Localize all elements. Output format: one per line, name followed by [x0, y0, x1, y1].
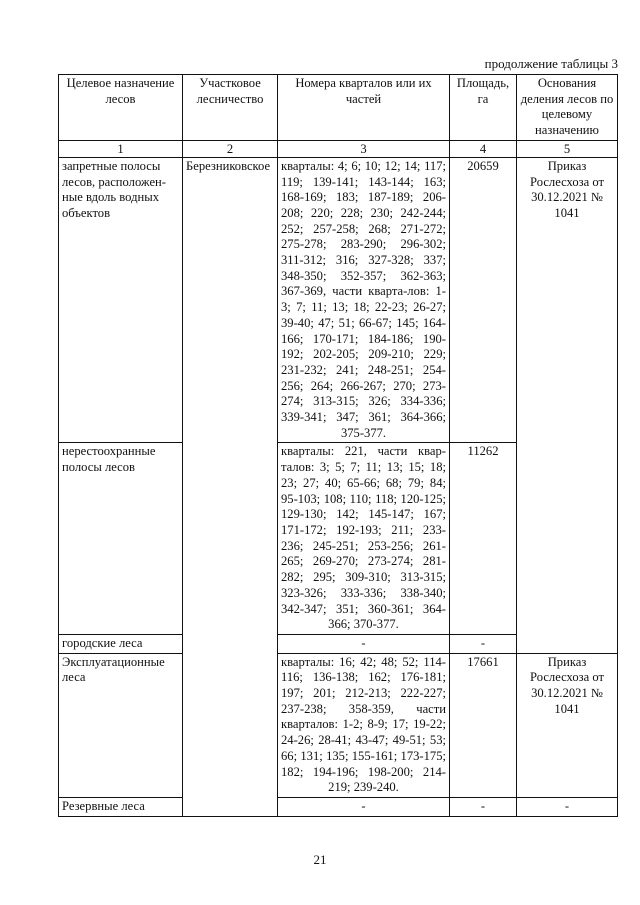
header-quarters: Номера кварталов или их частей — [278, 75, 450, 141]
table-continuation-caption: продолжение таблицы 3 — [484, 56, 618, 71]
row-area: 17661 — [450, 653, 517, 797]
header-basis: Основания деления лесов по целевому назначению — [517, 75, 618, 141]
column-number: 5 — [517, 140, 618, 157]
table-row — [59, 653, 618, 797]
row-basis: Приказ Рослесхоза от 30.12.2021 № 1041 — [517, 157, 618, 653]
column-number: 3 — [278, 140, 450, 157]
column-number: 1 — [59, 140, 183, 157]
row-basis: - — [517, 797, 618, 816]
table-row — [59, 797, 618, 816]
row-purpose: запретные полосы лесов, расположен-ные вдоль водных объектов — [59, 157, 183, 443]
row-purpose: нерестоохранные полосы лесов — [59, 443, 183, 634]
row-quarters: кварталы: 16; 42; 48; 52; 114-116; 136-138; 162; 176-181; 197; 201; 212-213; 222-227; 237-238; 358-359, части кварталов: 1-2; 8-9; 17; 19-22; 24-26; 28-41; 43-47; 49-51; 53; 66; 131; 135; 155-161; 173-175; 182; 194-196; 198-200; 214-219; 239-240. — [278, 653, 450, 797]
row-quarters: - — [278, 797, 450, 816]
row-quarters: кварталы: 4; 6; 10; 12; 14; 117; 119; 139-141; 143-144; 163; 168-169; 183; 187-189; 206-208; 220; 228; 230; 242-244; 252; 257-258; 268; 271-272; 275-278; 283-290; 296-302; 311-312; 316; 327-328; 337; 348-350; 352-357; 362-363; 367-369, части кварта-лов: 1-3; 7; 11; 13; 18; 22-23; 26-27; 39-40; 47; 51; 66-67; 145; 164-166; 170-171; 184-186; 190-192; 202-205; 209-210; 229; 231-232; 241; 248-251; 254-256; 264; 266-267; 270; 273-274; 313-315; 326; 334-336; 339-341; 347; 361; 364-366; 375-377. — [278, 157, 450, 443]
column-number-row — [59, 140, 618, 157]
column-number: 4 — [450, 140, 517, 157]
column-number: 2 — [183, 140, 278, 157]
header-purpose: Целевое назначение лесов — [59, 75, 183, 141]
row-area: 11262 — [450, 443, 517, 634]
table-header-row — [59, 75, 618, 141]
row-quarters: - — [278, 634, 450, 653]
forest-purpose-table — [58, 74, 618, 817]
row-area: - — [450, 634, 517, 653]
row-quarters: кварталы: 221, части квар-талов: 3; 5; 7; 11; 13; 15; 18; 23; 27; 40; 65-66; 68; 79; 84; 95-103; 108; 110; 118; 120-125; 129-130; 142; 145-147; 167; 171-172; 192-193; 211; 233-236; 245-251; 253-256; 261-265; 269-270; 273-274; 281-282; 295; 309-310; 313-315; 323-326; 333-336; 338-340; 342-347; 351; 360-361; 364-366; 370-377. — [278, 443, 450, 634]
row-area: 20659 — [450, 157, 517, 443]
row-district: Березниковское — [183, 157, 278, 443]
header-district: Участковое лесничество — [183, 75, 278, 141]
header-area: Площадь, га — [450, 75, 517, 141]
row-area: - — [450, 797, 517, 816]
page-number: 21 — [313, 852, 327, 867]
row-basis: Приказ Рослесхоза от 30.12.2021 № 1041 — [517, 653, 618, 797]
row-purpose: Эксплуатационные леса — [59, 653, 183, 797]
row-purpose: Резервные леса — [59, 797, 183, 816]
table-row — [59, 157, 618, 443]
row-purpose: городские леса — [59, 634, 183, 653]
